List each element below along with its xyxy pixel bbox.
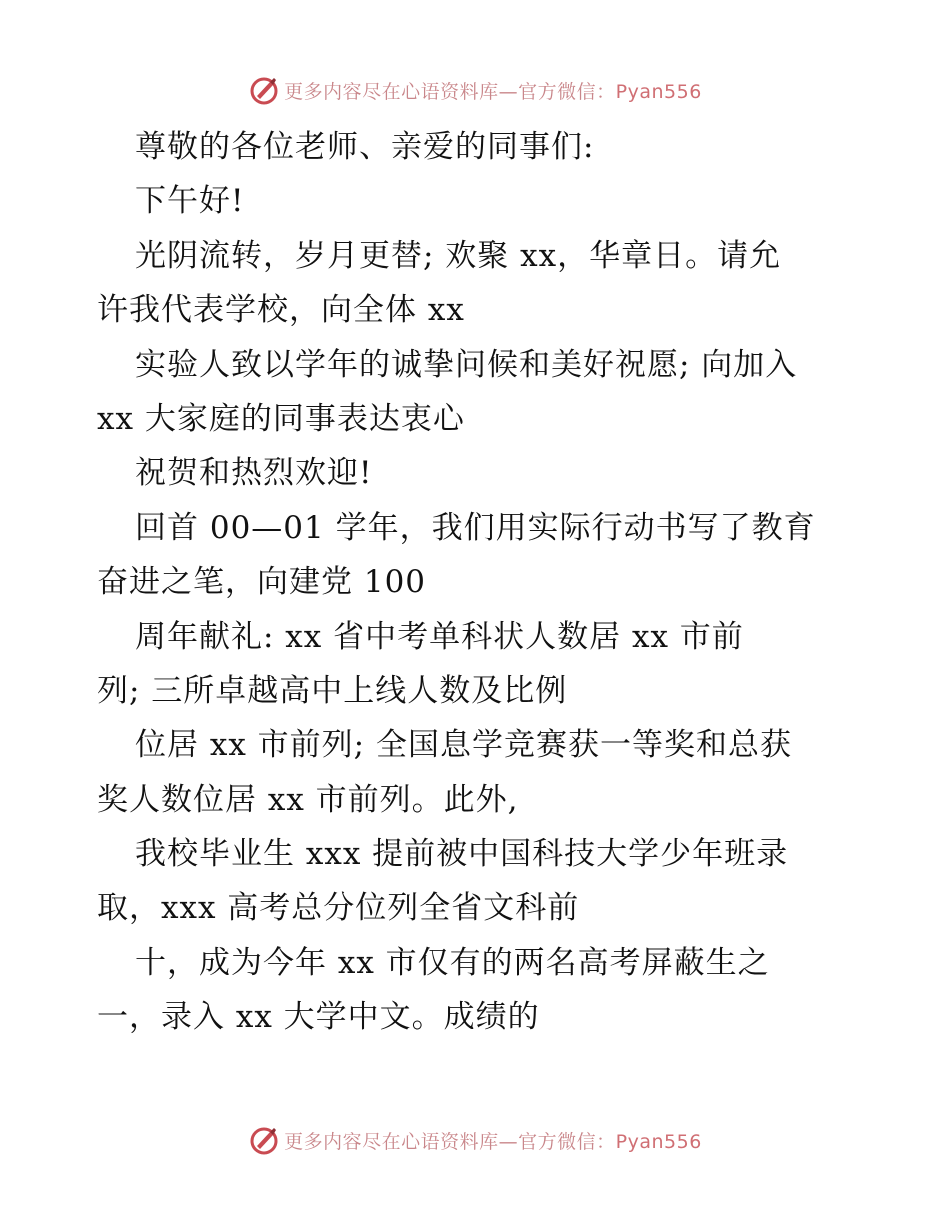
paragraph-line: 尊敬的各位老师、亲爱的同事们:	[135, 129, 595, 165]
paragraph-line: 奋进之笔，向建党 100	[97, 564, 427, 601]
paragraph-line: 我校毕业生 xxx 提前被中国科技大学少年班录	[135, 836, 789, 873]
paragraph-line: xx 大家庭的同事表达衷心	[97, 400, 465, 437]
paragraph-line: 祝贺和热烈欢迎!	[135, 455, 373, 492]
document-body	[97, 120, 867, 1045]
footer-watermark	[0, 1120, 950, 1160]
paragraph-line: 一，录入 xx 大学中文。成绩的	[97, 999, 540, 1036]
paragraph-line: 周年献礼: xx 省中考单科状人数居 xx 市前	[135, 618, 744, 655]
paragraph-line: 回首 00—01 学年，我们用实际行动书写了教育	[135, 509, 816, 546]
watermark-text: 更多内容尽在心语资料库—官方微信：Pyan556	[284, 1130, 702, 1153]
brand-logo-icon	[248, 74, 280, 106]
paragraph-line: 许我代表学校，向全体 xx	[97, 292, 465, 329]
paragraph-line: 十，成为今年 xx 市仅有的两名高考屏蔽生之	[135, 944, 770, 981]
paragraph-line: 列; 三所卓越高中上线人数及比例	[97, 672, 568, 709]
header-watermark	[0, 70, 950, 110]
watermark-text: 更多内容尽在心语资料库—官方微信：Pyan556	[284, 80, 702, 103]
paragraph-line: 实验人致以学年的诚挚问候和美好祝愿; 向加入	[135, 346, 798, 383]
paragraph-line: 奖人数位居 xx 市前列。此外,	[97, 781, 519, 818]
paragraph-line: 位居 xx 市前列; 全国息学竞赛获一等奖和总获	[135, 727, 792, 764]
paragraph-line: 下午好!	[135, 183, 245, 220]
paragraph-line: 光阴流转，岁月更替; 欢聚 xx，华章日。请允	[135, 237, 782, 274]
paragraph-line: 取，xxx 高考总分位列全省文科前	[97, 890, 580, 927]
brand-logo-icon	[248, 1124, 280, 1156]
